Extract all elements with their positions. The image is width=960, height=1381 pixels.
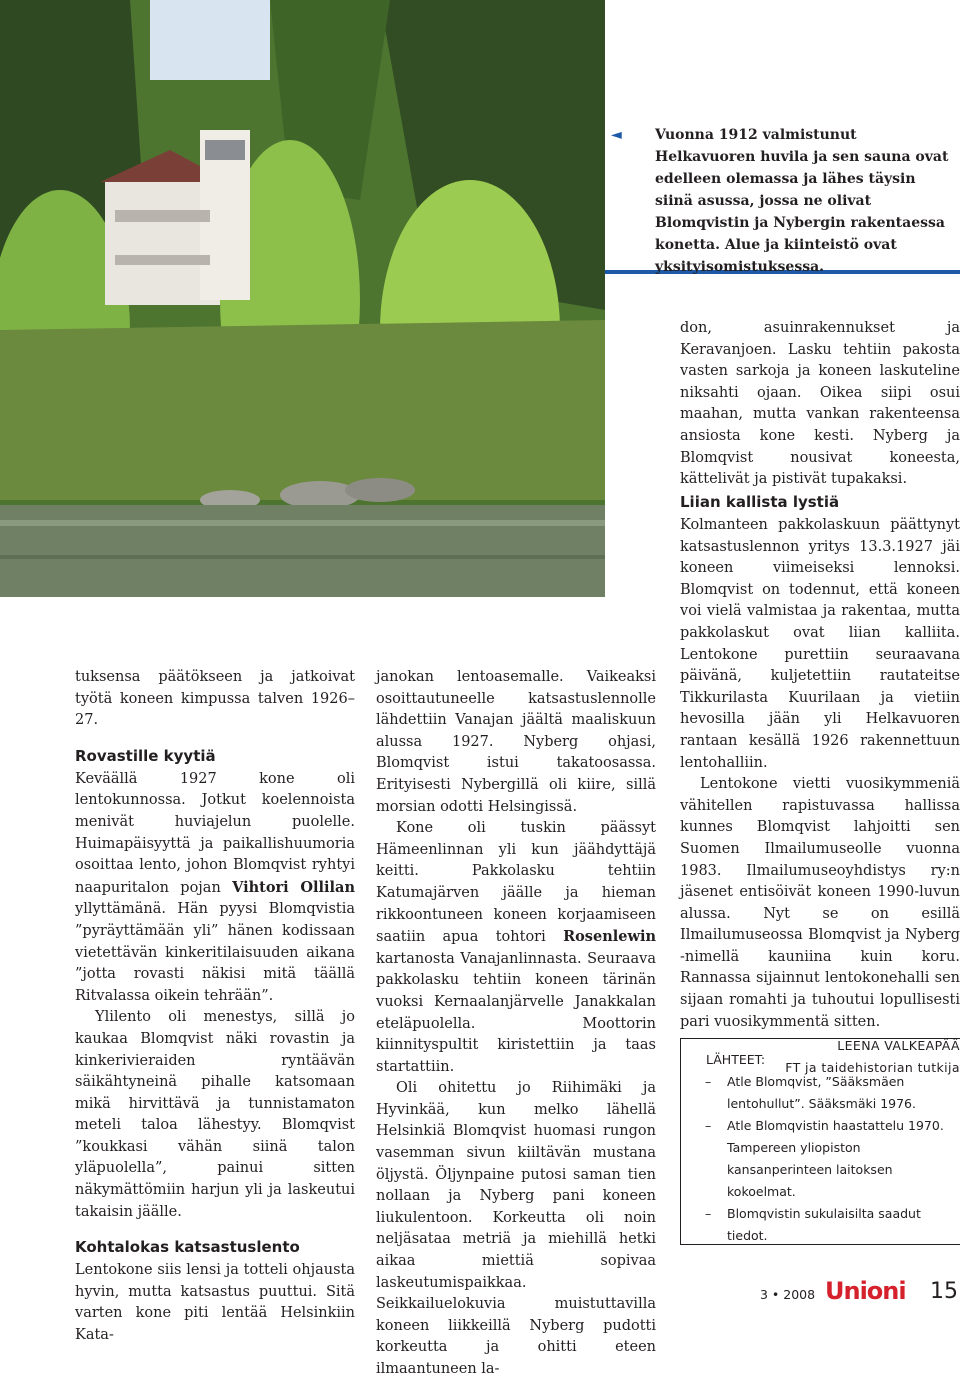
paragraph: [75, 769, 355, 1008]
source-item: – Atle Blomqvistin haastattelu 1970. Tampereen yliopiston kansanperinteen laitoksen kokoelmat.: [705, 1118, 944, 1199]
section-heading-liian-kallista: Liian kallista lystiä: [680, 493, 840, 511]
text: Keväällä 1927 kone oli lentokunnossa. Jotkut koelennoista menivät huviajelun puolelle. Huimapäisyyttä ja paikallishuumoria osoittaa lento, johon Blomqvist ryhtyi naapuritalon pojan: [75, 770, 355, 896]
person-name: Rosenlewin: [563, 928, 656, 946]
paragraph: Kolmanteen pakkolaskuun päättynyt katsastuslennon yritys 13.3.1927 jäi koneen viimeiseksi lennoksi. Blomqvist on todennut, että koneen voi vielä valmistaa ja rakentaa, mutta pakkolaskut ovat liian kalliita. Lentokone purettiin seuraavana päivänä, kuljetettiin rautateitse Tikkurilasta Kuurilaan ja vietiin hevosilla jään yli Helkavuoren rantaan kesällä 1926 rakennettuun lentohalliin.: [680, 517, 960, 771]
article-column-1: [75, 667, 355, 1347]
source-item: – Blomqvistin sukulaisilta saadut tiedot.: [705, 1206, 921, 1243]
text: kartanosta Vanajanlinnasta. Seuraava pakkolasku tehtiin koneen tärinän vuoksi Kernaalanjärvelle Janakkalan eteläpuolella. Moottorin kiinnityspultit kiristettiin ja taas startattiin.: [376, 950, 656, 1075]
author-title: FT ja taidehistorian tutkija: [785, 1060, 960, 1076]
article-column-3-top: [680, 318, 960, 491]
paragraph: don, asuinrakennukset ja Keravanjoen. Lasku tehtiin pakosta vasten sarkoja ja koneen laskuteline niksahti ojaan. Oikea siipi osui maahan, mutta vankan rakenteensa ansiosta kone kesti. Nyberg ja Blomqvist nousivat koneesta, kättelivät ja pistivät tupakaksi.: [680, 320, 960, 488]
paragraph: Lentokone vietti vuosikymmeniä vähitellen rapistuvassa hallissa kunnes Blomqvist lahjoitti sen Suomen Ilmailumuseolle vuonna 1983. Ilmailumuseoyhdistys ry:n jäsenet entisöivät koneen 1990-luvun alussa. Nyt se on esillä Ilmailumuseossa Blomqvist ja Nyberg -nimellä kauniina kuin koru. Rannassa sijainnut lentokonehalli sen sijaan romahti ja tuhoutui lopullisesti pari vuosikymmentä sitten.: [680, 776, 960, 1030]
villa-photo-illustration: [0, 0, 605, 597]
paragraph: Oli ohitettu jo Riihimäki ja Hyvinkää, kun melko lähellä Helsinkiä Blomqvist huomasi rungon vasemman sivun kiiltävän mustana öljystä. Öljynpaine putosi saman tien nollaan ja Nyberg pani koneen liukulentoon. Korkeutta oli noin neljäsataa metriä ja miehillä hetki aikaa miettiä sopivaa laskeutumispaikkaa. Seikkailuelokuvia muistuttavilla koneen liikkeillä Nyberg pudotti korkeutta ja ohitti eteen ilmaantuneen la-: [376, 1080, 656, 1377]
issue-number: 3 • 2008: [760, 1287, 816, 1302]
paragraph: [376, 818, 656, 1078]
magazine-logo: Unioni: [825, 1277, 906, 1305]
page-footer: [760, 1277, 960, 1313]
source-text: Atle Blomqvistin haastattelu 1970. Tampereen yliopiston kansanperinteen laitoksen kokoelmat.: [727, 1118, 944, 1199]
photo-caption: [611, 124, 955, 278]
author-name: LEENA VALKEAPÄÄ: [837, 1038, 960, 1054]
photo-caption-box: [605, 110, 960, 274]
source-text: Blomqvistin sukulaisilta saadut tiedot.: [727, 1206, 921, 1243]
section-heading-kohtalokas: Kohtalokas katsastuslento: [75, 1238, 300, 1257]
caption-marker-icon: ◄: [611, 127, 622, 143]
person-name: Vihtori Ollilan: [232, 878, 355, 896]
paragraph: janokan lentoasemalle. Vaikeaksi osoittautuneelle katsastuslennolle lähdettiin Vanajan jäältä maaliskuun alussa 1927. Nyberg ohjasi, Blomqvist istui takatoosassa. Erityisesti Nybergillä oli kiire, sillä morsian odotti Helsingissä.: [376, 669, 656, 815]
page-number: 15: [930, 1279, 958, 1304]
section-heading-rovastille: Rovastille kyytiä: [75, 746, 216, 765]
sources-box: [680, 1038, 960, 1245]
article-column-2: [376, 667, 656, 1381]
paragraph: Lentokone siis lensi ja totteli ohjausta hyvin, mutta katsastus puuttui. Sitä varten kone piti lentää Helsinkiin Kata-: [75, 1262, 355, 1344]
source-item: – Atle Blomqvist, ”Sääksmäen lentohullut”. Sääksmäki 1976.: [705, 1074, 916, 1111]
villa-photo: [0, 0, 605, 597]
caption-text: Vuonna 1912 valmistunut Helkavuoren huvila ja sen sauna ovat edelleen olemassa ja lähes täysin siinä asussa, jossa ne olivat Blomqvistin ja Nybergin rakentaessa konetta. Alue ja kiinteistö ovat yksityisomistuksessa.: [655, 127, 949, 275]
text: Kone oli tuskin päässyt Hämeenlinnan yli kun jäähdyttäjä keitti. Pakkolasku tehtiin Katumajärven jäälle ja hieman rikkoontuneen koneen korjaamiseen saatiin apua tohtori: [376, 820, 656, 946]
text: yllyttämänä. Hän pyysi Blomqvistia ”pyräyttämään yli” hänen kodissaan vietettävän kinkeritilaisuuden aikana ”jotta rovasti näkisi mitä täällä Ritvalassa oikein tehrään”.: [75, 901, 355, 1004]
source-text: Atle Blomqvist, ”Sääksmäen lentohullut”. Sääksmäki 1976.: [727, 1074, 916, 1111]
paragraph: Ylilento oli menestys, sillä jo kaukaa Blomqvist näki rovastin ja kinkerivieraiden ryntäävän säikähtyneinä pihalle katsomaan mikä hirvittävä ja tunnistamaton meteli taloa lähestyy. Blomqvist ”koukkasi vähän siinä talon yläpuolella”, painui sitten näkymättömiin harjun yli ja laskeutui takaisin jäälle.: [75, 1009, 355, 1220]
article-column-3: [680, 492, 960, 1079]
sources-heading: LÄHTEET:: [706, 1052, 766, 1067]
paragraph: tuksensa päätökseen ja jatkoivat työtä koneen kimpussa talven 1926–27.: [75, 669, 355, 729]
